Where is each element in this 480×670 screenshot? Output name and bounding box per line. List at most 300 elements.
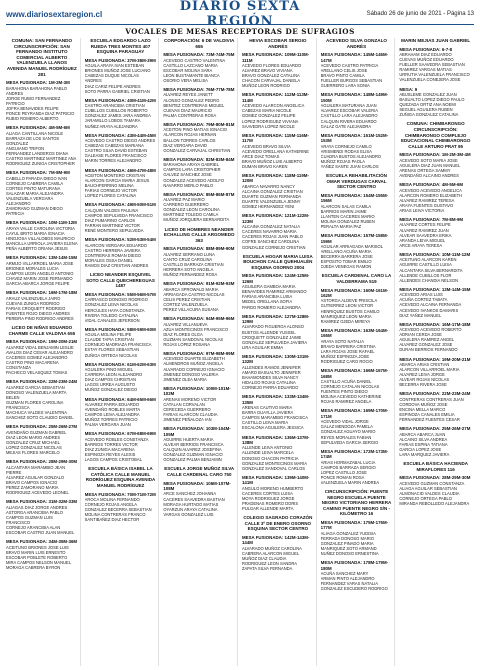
mesa-title: MESA FUSIONADA: 85M-86M-87M xyxy=(163,191,235,197)
mesa-block xyxy=(399,357,472,388)
mesa-block xyxy=(399,322,472,353)
mesa-title: MESA FUSIONADA: 94M-95M-96M xyxy=(163,316,235,322)
vocal-name: JORGE RUBIO FERNANDEZ PATRICIO xyxy=(6,95,61,106)
mesa-title: MESA FUSIONADA: 136M-137M-138M xyxy=(241,434,310,445)
mesa-block xyxy=(399,475,472,506)
vocal-name: CAMPOS BARRAZA SERGIO xyxy=(320,464,376,470)
vocal-name: AGUILERA GAMBOA MARIA xyxy=(241,284,296,290)
venue-heading: ESCUELA REHABILITACIÓN OMAR VERDUGAS CARVAL SECTOR CENTRO xyxy=(326,173,387,190)
vocal-name: URRUTIA VALENZUELA FRANCISCO xyxy=(399,72,470,78)
columns-container xyxy=(6,38,474,666)
vocal-name: CONTRERAS ROMAN DIEGO xyxy=(84,252,142,258)
vocal-name: PEREZ VILLACURA SUSANA xyxy=(163,307,219,312)
venue-heading: COMUNA: CHIMBARONGO CIRCUNSCRIPCIÓN: CHIMBARONGO COMPLEJO EDUCACIONAL CHIMBARONGO CALLE ARTURO PRAT 95 xyxy=(400,121,471,149)
vocal-name: GONZALEZ BECERRA SEBASTIAN xyxy=(84,507,152,513)
mesa-block xyxy=(85,237,157,268)
vocal-name: FARIAS CORNEJO VICTOR xyxy=(84,188,137,194)
vocal-name: MORAGA HURTADO MATIAS xyxy=(163,501,219,507)
mesa-block xyxy=(242,535,314,571)
vocal-name: ACEVEDO ORELLANA KATHERINE xyxy=(241,148,310,154)
vocal-name: FARIAS ARANCIBIA LUISA xyxy=(241,294,293,300)
mesa-title: MESA FUSIONADA: 100M-101M-102M xyxy=(163,385,231,397)
mesa-title: MESA FUSIONADA: 61M-62M-63M xyxy=(84,361,156,367)
mesa-title: MESA FUSIONADA: 10M-11M-12M xyxy=(6,220,77,226)
vocal-name: ARELLANO CELIS JOSE xyxy=(320,68,368,74)
vocal-name: ALVEAR BERRIOS FRANCISCA xyxy=(163,442,224,448)
vocal-name: BECERRA RIVERA JOSE xyxy=(399,382,447,388)
vocal-name: ACEVEDO DUARTE ELIZABETH xyxy=(163,356,225,362)
mesa-title: MESA FUSIONADA: 7M-8M-9M xyxy=(6,170,70,176)
vocal-name: ALLENDES RAMOS JENNIFER xyxy=(241,364,301,370)
mesa-block xyxy=(85,292,157,323)
vocal-name: LEON BUSTAMANTE BIANCA xyxy=(163,72,220,78)
mesa-block xyxy=(85,431,157,462)
mesa-title: MESA FUSIONADA: 22M-23M-24M xyxy=(6,379,78,385)
vocal-name: VALENZUELA MARIN ANDREA xyxy=(320,479,380,485)
mesa-block xyxy=(6,424,78,455)
mesa-block xyxy=(163,192,235,223)
vocal-name: BASUALTO LOPEZ DIEGO PAULO xyxy=(399,97,465,103)
vocal-name: ACEVEDO CASTRO VALENTINA xyxy=(163,57,226,63)
vocal-name: AZUA MONTECINOS FRANCISCO xyxy=(163,326,229,332)
vocal-name: ANGUIANO TRIFON xyxy=(6,145,45,151)
vocal-name: DUARTE GUZMAN FERNANDA xyxy=(241,194,302,200)
vocal-name: BECERRA BARRERA JOSE xyxy=(320,254,373,260)
vocal-name: PALMA CONTRERAS ROSA xyxy=(163,112,217,118)
mesa-block xyxy=(242,354,314,390)
vocal-name: AGUILAR ARRIAGADA MARISOL xyxy=(320,243,383,249)
mesa-title: MESA FUSIONADA: 145M-146M-147M xyxy=(320,52,389,63)
vocal-name: CLAUDE TAPIA CRISTIAN xyxy=(84,337,134,343)
vocal-name: ALCANTARA MARAMBIO JEAN PIERRE xyxy=(6,464,66,475)
vocal-name: CARRASCO DONOSO RODRIGO xyxy=(84,297,148,303)
mesa-block xyxy=(399,426,472,457)
vocal-name: ALLENDE LEIVA ANTONIO xyxy=(241,445,293,451)
publication-name: DIARIO SEXTA REGIÓN xyxy=(179,0,301,29)
mesa-title: MESA FUSIONADA: 148M-149M-150M xyxy=(320,92,389,103)
vocal-name: CASTRO SILVA DAVID ESTEBAN xyxy=(84,148,148,154)
mesa-title: MESA FUSIONADA: 172M-173M-174M xyxy=(320,448,389,460)
vocal-name: ARAYA SOTO NATALIA xyxy=(320,338,364,344)
mesa-block xyxy=(6,255,78,286)
vocal-name: SEGUEL AGUILERA RUBEN xyxy=(399,107,453,113)
vocal-name: BENITEZ CONTRERAS MIGUEL xyxy=(163,102,225,108)
vocal-name: GARCIA LOPEZ JOSE xyxy=(399,447,442,452)
vocal-name: GONZALEZ CARVAJAL CHRISTIAN xyxy=(163,147,231,153)
vocal-name: GUZMAN FLORES CAROLINA FRANCISCA xyxy=(6,399,64,410)
mesa-block xyxy=(163,386,235,422)
vocal-name: CANTO CRUZ CAROLINA xyxy=(163,256,213,262)
mesa-block xyxy=(321,233,393,269)
vocal-name: AROCA MOLINA FERNANDO xyxy=(84,497,140,503)
vocal-name: AGUILERA DIAZ JUAN MANUEL xyxy=(399,162,461,168)
mesa-title: MESA FUSIONADA: 43M-44M-45M xyxy=(84,132,156,138)
vocal-name: ALARCON GARCIA MARIA JESUS xyxy=(84,178,150,183)
vocal-name: ACEVEDO ACEVEDO ROBERTO xyxy=(399,327,462,333)
vocal-name: CASTILLO LARA ALEJANDRO xyxy=(320,113,378,119)
vocal-name: BRAVO PINTO CAMILA xyxy=(320,73,365,79)
mesa-block xyxy=(321,52,393,88)
mesa-block xyxy=(85,492,157,523)
mesa-block xyxy=(321,449,393,485)
vocal-name: ACEVEDO SOTO MARIA JOSE xyxy=(399,157,458,163)
vocal-name: CACERES GOMEZ ALEJANDRO xyxy=(6,354,68,360)
vocal-name: PONCE PEYRANDA DIAZ PATRICIO xyxy=(6,111,75,117)
vocal-name: ACEITUNO ALARCON KAREN xyxy=(399,257,457,263)
mesa-block xyxy=(242,435,314,471)
vocal-name: CAMPOS LARA CRISTOPHER xyxy=(163,167,221,173)
vocal-name: MUÑOZ GONZALEZ DIEGO xyxy=(84,387,138,393)
mesa-block xyxy=(85,327,157,358)
mesa-block xyxy=(242,213,314,249)
vocal-name: ALVARADO FIGUEROA ALONSO xyxy=(241,324,304,330)
vocal-name: FERNANDEZ FUENTES CESAR xyxy=(399,417,460,423)
mesa-title: MESA FUSIONADA: 103M-104M-105M xyxy=(163,426,231,437)
vocal-name: GOMEZ GONZALEZ FELIPE xyxy=(241,113,296,119)
vocal-name: PEÑA ALBERTO ORIANA JESUS xyxy=(6,246,68,252)
vocal-name: BALLON TORRES CARLOS xyxy=(163,137,216,143)
vocal-name: GONZALEZ ACEVEDO ADOLFO xyxy=(163,177,225,183)
vocal-name: GUTIERREZ LEON VICTOR xyxy=(320,303,374,309)
vocal-name: CROQUETT GONZALEZ JAIME xyxy=(241,334,302,340)
vocal-name: DUARTE VALENZUELA JENNY xyxy=(241,199,301,205)
site-url[interactable]: www.diariosextaregion.cl xyxy=(6,9,103,19)
vocal-name: ALVAREZ SERRANO LUNA xyxy=(163,251,215,257)
vocal-name: GONZALEZ PALMA BENJAMIN xyxy=(163,457,222,463)
vocal-name: GONZALEZ CRUZ MICHAEL xyxy=(6,439,60,445)
vocal-name: ACEVEDO ACEVEDO ANGELICA xyxy=(399,187,462,193)
mesa-block xyxy=(85,133,157,164)
venue-heading: LICEO DE NIÑAS EDUARDO CHARME CALLE VALDIVIA 655 xyxy=(8,325,76,336)
mesa-title: MESA FUSIONADA: 118M-119M-120M xyxy=(241,173,309,184)
vocal-name: NUÑEZ DONOSO ERNESTINA xyxy=(320,551,379,557)
mesa-block xyxy=(163,157,235,188)
vocal-name: NUÑEZ ARAYA ALEJANDRA xyxy=(84,123,138,129)
mesa-block xyxy=(399,391,472,422)
mesa-title: MESA FUSIONADA: 19M-20M-21M xyxy=(6,339,78,345)
mesa-block xyxy=(163,351,235,382)
vocal-name: SAAVEDRA LOPEZ NICOLE xyxy=(241,123,295,129)
mesa-block xyxy=(399,87,472,118)
vocal-name: LIRA AGUILAR EMMA xyxy=(241,344,284,350)
vocal-name: AGUIRRE HUERTA MARIA xyxy=(163,436,214,442)
vocal-name: FARIAS CROQUETT RODRIGO xyxy=(6,305,66,311)
mesa-title: MESA FUSIONADA: 106M-107M-108M xyxy=(163,480,231,491)
venue-heading: ESCUELA JORGE MUÑOZ SILVA CALLE CARDENAL CARO 750 xyxy=(164,466,235,477)
mesa-block xyxy=(85,362,157,393)
mesa-title: MESA FUSIONADA: 91M-92M-93M xyxy=(163,281,235,287)
vocal-name: CORTES PINTO MATURANA xyxy=(6,185,61,191)
vocal-name: ALARCON VERGARA EDUARDO xyxy=(84,242,147,248)
vocal-name: RAMOS DIAZ CRISTIAN ANDRES xyxy=(84,263,149,269)
vocal-name: BRAVO MUÑOZ LUIS ALBERTO xyxy=(241,158,303,164)
vocal-name: CACERES ROJAS JUAN PABLO xyxy=(241,234,303,240)
vocal-name: ALARCON VILLARROEL MARIA xyxy=(399,367,460,373)
vocal-name: BRAVO MARIN LUIS ERNESTO xyxy=(6,549,66,555)
mesa-block xyxy=(321,133,393,169)
vocal-name: ACEVEDO GUZMAN CONSTANZA xyxy=(399,480,465,486)
mesa-block xyxy=(6,339,78,375)
mesa-block xyxy=(321,520,393,556)
vocal-name: CUEVAS ZUNIGA RODRIGO xyxy=(6,300,60,306)
venue-heading: HEVIA ESCOBAR SERGIO ANDRÉS xyxy=(249,38,307,49)
vocal-name: CARRERA LEON ALEJANDRO xyxy=(84,372,143,378)
vocal-name: ALVAREZ GONZALEZ JOSE xyxy=(399,342,453,348)
venue-heading: ESCUELA BÁSICA ISABEL LA CATÓLICA CALLE MANUEL RODRÍGUEZ ESQUINA AVENIDA MANUEL RODRÍGUEZ xyxy=(85,466,156,489)
vocal-name: COFRE SANCHEZ CAROLINA xyxy=(241,239,300,245)
vocal-name: PEREZ ZAMORANO MARIA xyxy=(6,484,59,490)
mesa-title: MESA FUSIONADA: 13M-14M-15M xyxy=(6,255,78,261)
vocal-name: GONZALEZ ESCUDERO RODRIGO xyxy=(320,586,388,592)
vocal-name: ARRIAGADA CASTRO NICOLAS xyxy=(163,291,225,297)
vocal-name: ALARCON ROMERO ELIZABETH xyxy=(399,192,463,198)
vocal-name: SANCHEZ SOTO CLAUDIO DANIEL xyxy=(6,415,74,421)
vocal-name: BRAVO GONZALEZ CATALINA xyxy=(241,73,300,79)
vocal-name: ACEITON MONTERO CRISTIAN xyxy=(84,172,146,178)
vocal-name: JARAMILLO LOBOS TAMARA xyxy=(84,118,141,124)
vocal-name: CASTILLO LAZCANO MARIA xyxy=(163,62,218,68)
venue-heading: CORPORACIÓN: 6 DE VALDIVIA 655 xyxy=(163,38,235,49)
vocal-name: ASTORGA ARANCIBIA PABLO xyxy=(6,509,63,515)
vocal-name: ARIAS LEIVA VICTORIA xyxy=(399,207,445,213)
venue-heading: ACEVEDO SILVA GONZALO ANDRÉS xyxy=(326,38,387,49)
mesa-block xyxy=(163,426,235,462)
vocal-name: VALENZUELA CONEJERA JOSE xyxy=(399,77,461,83)
mesa-title: MESA FUSIONADA: 25M-26M-27M xyxy=(6,424,78,430)
mesa-title: MESA FUSIONADA: 142M-143M-144M xyxy=(241,534,310,546)
venue-heading: ESCUELA CARDENAL CARO LA VALDERRAMA 519 xyxy=(321,273,392,284)
vocal-name: CERECEDA GUERRERO xyxy=(163,406,211,412)
mesa-title: MESA FUSIONADA: 4M-5M-6M xyxy=(399,182,464,188)
vocal-name: GALAZ MENDOZA PAMELA xyxy=(320,424,373,430)
vocal-name: ALVAREZ PARRA EDUARDO xyxy=(84,401,140,407)
vocal-name: CAMPOS LEON ANGELO ANTONIO xyxy=(6,270,74,276)
mesa-block xyxy=(85,202,157,233)
mesa-title: MESA FUSIONADA: 79M-80M-81M xyxy=(163,121,235,127)
date-page-label: Sábado 26 de junio de 2021 - Página 13 xyxy=(366,11,474,17)
vocal-name: PONCE ROMAN ROSA xyxy=(320,474,365,480)
mesa-title: MESA FUSIONADA: 34M-35M-36M xyxy=(6,539,78,545)
vocal-name: GARCIA ABARCA JORGE FELIPE xyxy=(6,281,70,287)
vocal-name: RUBIO ROMERO ALBERTO xyxy=(6,116,59,122)
vocal-name: MIRANDA REBOLLEDO ALEJANDRA xyxy=(399,501,470,507)
page-title: VOCALES DE MESAS RECEPTORAS DE SUFRAGIOS xyxy=(125,27,355,36)
vocal-name: MOLINA GONZALEZ RUBEN xyxy=(320,218,375,224)
vocal-name: BRIONES MORALES LUCIA xyxy=(6,265,59,271)
vocal-name: ZAPATA SILVA FERNANDA xyxy=(241,566,293,572)
vocal-name: MARTINEZ TOLEDO CAMILA xyxy=(163,212,219,218)
mesa-title: MESA FUSIONADA: 112M-113M-114M xyxy=(241,92,309,103)
vocal-name: ARAYA VALLE CAROLINA VICTORIA xyxy=(6,225,75,231)
vocal-name: ABARCA ABARCA JUAN xyxy=(399,431,446,437)
vocal-name: CASTRO HERRERA JAVIERA xyxy=(84,247,141,253)
venue-heading: LICEO DE HOMBRES NEANDER ECHALLING CALLE ARGOMEDO 363 xyxy=(163,226,235,243)
vocal-name: JOFRA BENAVIDES FELIPE xyxy=(6,105,59,111)
vocal-name: ALVEAR SAAVEDRA ERIKA xyxy=(399,232,452,238)
vocal-name: AMARO BASUALTO JENNIFER xyxy=(241,369,301,375)
listing-column xyxy=(242,38,317,666)
mesa-title: MESA FUSIONADA: 16M-17M-18M xyxy=(399,321,471,327)
vocal-name: LOPEZ CASTILLO JOSE xyxy=(320,469,367,475)
vocal-name: ALVAREZ REYES JANETT xyxy=(163,92,213,98)
vocal-name: DIAZ FLORES OLGA xyxy=(163,331,203,337)
vocal-name: JIMENEZ PEÑALOZA IAN xyxy=(163,417,212,423)
vocal-name: ZUÑIGA GONZALEZ CATALINA xyxy=(399,112,459,118)
mesa-block xyxy=(85,98,157,129)
vocal-name: CORNEJO ARANCIBIA ALAN xyxy=(6,524,61,530)
vocal-name: MORAGA CABRERA BYRON xyxy=(6,564,61,570)
vocal-name: GONZALEZ PINADO MARIA xyxy=(320,540,374,546)
vocal-name: ACUÑA SANCHEZ MARY xyxy=(320,571,369,577)
vocal-name: ACEVEDO CASTRO DIEGO ANDRES xyxy=(84,138,156,144)
vocal-name: CONTRERAS CONTRERAS JUAN xyxy=(399,396,464,402)
vocal-name: MORALES OSSA DANIEL xyxy=(84,257,133,263)
mesa-title: MESA FUSIONADA: 58M-59M-60M xyxy=(84,326,156,332)
vocal-name: DURAN BERRIOS FERNANDO xyxy=(399,347,458,353)
vocal-name: AGUILERA RAMIREZ ANGEL xyxy=(399,337,455,343)
mesa-title: MESA FUSIONADA: 4M-5M-6M xyxy=(6,125,70,131)
vocal-name: MOLINA ACEVEDO KATHERINE xyxy=(320,394,382,400)
page-header xyxy=(6,0,474,29)
mesa-block xyxy=(399,252,472,283)
vocal-name: ACUÑA CORTEZ TABATA xyxy=(399,297,448,303)
vocal-name: ABRAHAM DIAZ EDUARDO xyxy=(399,52,452,57)
venue-heading: ESCUELA EDGARDO LAZO RUEDA TRES MONTES 407 ESQUINA PARAGUAY xyxy=(90,38,151,55)
mesa-title: MESA FUSIONADA: 1M-2M-3M-4M xyxy=(399,152,471,158)
mesa-block xyxy=(163,316,235,347)
mesa-title: MESA FUSIONADA: 10M-11M-12M xyxy=(399,251,471,257)
mesa-title: MESA FUSIONADA: 28M-29M-30M xyxy=(399,475,471,481)
mesa-block xyxy=(163,52,235,83)
vocal-name: ALIAGA AGUILAR SEBASTIAN xyxy=(399,485,457,491)
mesa-title: MESA FUSIONADA: 130M-131M-132M xyxy=(241,353,310,365)
vocal-name: VARGAS GONZALEZ LUIS xyxy=(163,511,214,517)
vocal-name: ACEITUNO BRIONES JOSE LUIS xyxy=(6,544,69,550)
mesa-block xyxy=(85,168,157,199)
mesa-block xyxy=(242,52,314,88)
mesa-title: MESA FUSIONADA: 88M-89M-90M xyxy=(163,246,235,252)
vocal-name: DIAZ LEON MARIO ANDRES xyxy=(6,434,61,440)
vocal-name: GUZMAN SANDOVAL NICOLAS xyxy=(163,336,224,342)
mesa-block xyxy=(242,394,314,430)
vocal-name: BUSTOS ALLENDE YUSSEL xyxy=(241,329,296,335)
venue-heading: CIRCUNSCRIPCIÓN: PUENTE NEGRO ESCUELA PUENTE NEGRO VICTORIANO HERRERA CAMINO PUENTE NEGRO S/N - KILÓMETRO 16 xyxy=(321,488,392,517)
vocal-name: ALVAREZ RAMIREZ JUAN xyxy=(399,227,449,233)
venue-heading: COMUNA: SAN FERNANDO CIRCUNSCRIPCIÓN: SAN FERNANDO INSTITUTO COMERCIAL ALBERTO VALENZUELA LLANOS AVENIDA MANUEL RODRÍGUEZ 281 xyxy=(6,38,77,77)
vocal-name: GONZALEZ GUZMAN IGNACIO xyxy=(163,452,223,458)
vocal-name: CORDOVA MUÑOZ JOSE xyxy=(399,401,448,407)
vocal-name: JIMENEZ OLEA MARIA xyxy=(163,376,207,382)
vocal-name: MANRIQUEZ SOTO ARMAND xyxy=(320,546,377,552)
vocal-name: DIAZ CARIZ FELIPE ANDRES xyxy=(84,83,141,89)
vocal-name: ALONSO GONZALEZ PEDRO xyxy=(163,97,220,103)
vocal-name: ALCAINA GONZALEZ CRISTIAN xyxy=(241,188,303,194)
vocal-name: FERNANDEZ LANDEROS DIANA xyxy=(6,151,69,156)
vocal-name: ARAYA FUENTES GUSTAVO xyxy=(399,202,454,208)
mesa-block xyxy=(399,287,472,318)
vocal-name: ADRIAN CERDA JOSE xyxy=(399,332,442,338)
vocal-name: VIDAL CANALES JEFERSON xyxy=(84,317,140,323)
vocal-name: CHACON CARVAJAL DANIELA xyxy=(241,78,301,84)
mesa-title: MESA FUSIONADA: 151M-152M-153M xyxy=(320,132,389,144)
mesa-block xyxy=(321,368,393,404)
vocal-name: RENÉ MONTERO SEPULVEDA xyxy=(84,228,144,234)
vocal-name: BAHAMONDES SILVA NANCY xyxy=(241,374,299,380)
vocal-name: HIDALGO ROJAS CATALINA xyxy=(241,380,296,386)
vocal-name: LOPEZ RODRIGUEZ VIVIANA xyxy=(241,118,299,124)
vocal-name: GONZALEZ SEPULVEDA JAVIERA xyxy=(241,339,308,345)
vocal-name: ACEVEDO ARIAS LUIS xyxy=(399,292,443,298)
vocal-name: CAMPOS SEPULVEDA FRANCISCO xyxy=(84,212,153,218)
vocal-name: SEPULVEDA GARCIA SERGIO xyxy=(320,439,379,445)
mesa-title: MESA FUSIONADA: 160M-161M-162M xyxy=(320,287,389,298)
mesa-title: MESA FUSIONADA: 13M-14M-15M xyxy=(399,286,471,292)
vocal-name: CORNEJO CATALAN NICOLAS xyxy=(320,384,380,390)
vocal-name: DIAZ PUMARINO CARLOS xyxy=(84,217,136,223)
mesa-title: MESA FUSIONADA: 55M-56M-57M xyxy=(84,291,156,297)
vocal-name: AGUILA ARAYA IVAN ESTEBAN xyxy=(84,63,145,69)
mesa-title: MESA FUSIONADA: 76M-77M-78M xyxy=(163,87,235,93)
vocal-name: ALVAREZ LEIVA JORGE xyxy=(399,372,445,378)
mesa-title: MESA FUSIONADA: 40M-41M-42M xyxy=(84,97,156,103)
mesa-title: MESA FUSIONADA: 124M-125M-126M xyxy=(241,273,310,284)
vocal-name: ALMENDROS MUÑOZ ANGELA xyxy=(163,361,223,367)
mesa-block xyxy=(6,290,78,321)
vocal-name: ALVAREZ VILLANUEVA xyxy=(163,321,208,327)
vocal-name: CACERES NAVARRO MARIA xyxy=(241,229,297,235)
mesa-block xyxy=(6,170,78,216)
vocal-name: MARIN TORRES ALEJANDRO xyxy=(84,158,142,164)
vocal-name: ARAUZ VALENZUELA JAIRO xyxy=(6,295,61,301)
vocal-name: ALVAREZ PAZ MARIO xyxy=(163,197,205,203)
venue-heading: ESCUELA HOGAR MARIA LUISA BOUCHON CALLE QUEHUALÉN ESQUINA OSORNO 2004 xyxy=(242,253,313,270)
vocal-name: DONOSO VALENZUELA MARTA BELEN xyxy=(6,389,67,400)
mesa-title: MESA FUSIONADA: 121M-122M-123M xyxy=(241,213,310,224)
vocal-name: ARISMENDI RODAS ELISA xyxy=(320,148,372,154)
vocal-name: ALLENDE CUBILLOS FLOR xyxy=(399,272,452,278)
vocal-name: RIVERA TOLEDO CATALINA xyxy=(84,312,139,318)
vocal-name: BARRA GUAYLLA JAVIERA xyxy=(241,410,294,416)
mesa-block xyxy=(399,47,472,83)
mesa-block xyxy=(6,499,78,535)
vocal-name: PULGAR ALLENDE MARTA xyxy=(241,505,294,511)
vocal-name: RAMIREZ VARGAS MATIAS xyxy=(399,67,452,73)
vocal-name: MEDEL ORELLANA SOFIA xyxy=(241,299,293,305)
mesa-block xyxy=(242,475,314,511)
vocal-name: MOLINA CONTRERAS FRANCO xyxy=(84,512,146,518)
vocal-name: ACEITON PINO MATIAS IGNACIO xyxy=(163,127,228,133)
mesa-title: MESA FUSIONADA: 127M-128M-129M xyxy=(241,313,310,325)
vocal-name: RODRIGUEZ ACEVEDO LEONEL xyxy=(6,490,69,496)
vocal-name: ACEVEDO ALCAINA FERNANDA xyxy=(399,302,462,308)
vocal-name: CACERES CORTES LUISA xyxy=(241,490,293,496)
vocal-name: ALVAREZ GARCIA SEBASTIAN xyxy=(6,384,65,390)
mesa-block xyxy=(242,92,314,128)
mesa-block xyxy=(399,182,472,213)
vocal-name: GONZALEZ MONTECINOS MARIA xyxy=(241,460,308,466)
vocal-name: ALVAREZ ESCOBAR VALERIA xyxy=(320,108,378,114)
vocal-name: ASTORGA ALDEVE PRISCILA xyxy=(320,298,378,304)
vocal-name: HENRIQUEZ BUSTOS CAMILO xyxy=(320,308,380,314)
vocal-name: AVENDAÑO GUZMAN GABRIEL xyxy=(6,429,67,435)
vocal-name: BRAVO CAMPOS IGNACIO xyxy=(6,479,58,485)
vocal-name: PACHECO VELASQUEZ TOMAS xyxy=(6,370,68,376)
vocal-name: BARRIOS MARIN JAIME xyxy=(320,208,367,214)
vocal-name: BARAHONA BARAHONA PABLO ANDRES xyxy=(6,85,68,96)
mesa-title: MESA FUSIONADA: 169M-170M-171M xyxy=(320,408,389,419)
mesa-block xyxy=(242,173,314,209)
vocal-name: ACEVEDO FLORES EDUARDO xyxy=(241,63,302,68)
